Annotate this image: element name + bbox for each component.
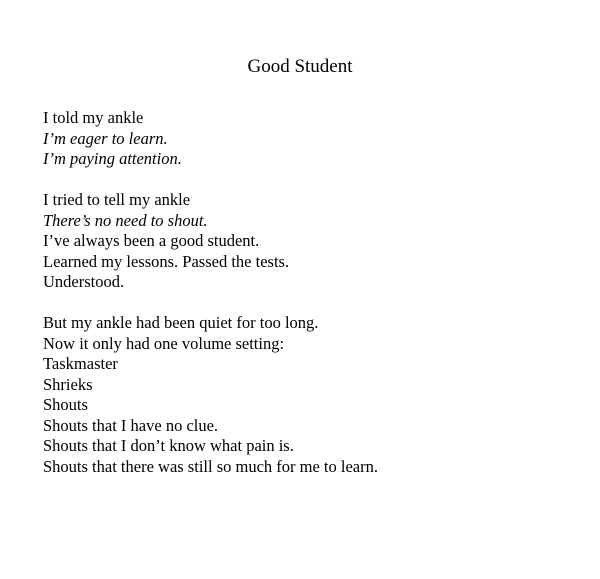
poem-line: I’m paying attention. <box>43 149 182 168</box>
poem-line: But my ankle had been quiet for too long. <box>43 313 319 332</box>
poem-line: Learned my lessons. Passed the tests. <box>43 251 290 271</box>
poem-line: Taskmaster <box>43 354 118 373</box>
poem-line: I told my ankle <box>43 108 144 127</box>
poem-line: Now it only had one volume setting: <box>43 333 285 353</box>
poem-line: Understood. <box>43 272 125 291</box>
poem-line: Shouts that I don’t know what pain is. <box>43 436 294 455</box>
stanza-3 <box>43 313 583 477</box>
poem-title: Good Student <box>247 56 353 77</box>
poem-line: There’s no need to shout. <box>43 210 208 230</box>
poem-line: Shrieks <box>43 374 93 394</box>
poem-line: Shouts that I have no clue. <box>43 415 219 435</box>
poem-line: I’ve always been a good student. <box>43 231 260 250</box>
stanza-2 <box>43 190 583 293</box>
poem-line: Shouts that there was still so much for me to learn. <box>43 456 378 476</box>
poem-line: Shouts <box>43 395 88 414</box>
poem-line: I tried to tell my ankle <box>43 190 191 209</box>
stanza-1 <box>43 108 583 170</box>
poem-body <box>43 108 583 498</box>
poem-line: I’m eager to learn. <box>43 128 168 148</box>
